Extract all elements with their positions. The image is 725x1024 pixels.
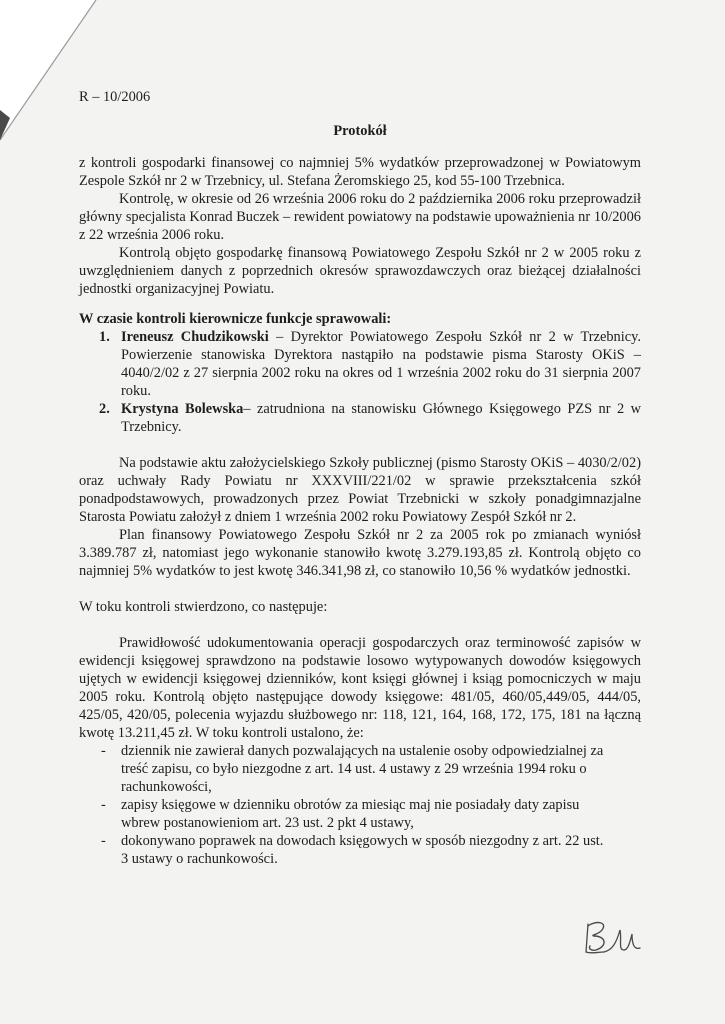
dash-bullet: - (101, 743, 106, 759)
findings-heading: W toku kontroli stwierdzono, co następuje: (79, 599, 328, 615)
management-item-description: – Dyrektor Powiatowego Zespołu Szkół nr 2 w Trzebnicy. Powierzenie stanowiska Dyrektora nastąpiło na podstawie pisma Starosty OKiS – 4040/2/02 z 27 sierpnia 2002 roku na okres od 1 września 2002 roku do 31 sierpnia 2007 roku. (121, 329, 641, 399)
management-item (79, 400, 641, 436)
finding-text: zapisy księgowe w dzienniku obrotów za miesiąc maj nie posiadały daty zapisu wbrew postanowieniom art. 23 ust. 2 pkt 4 ustawy, (121, 797, 580, 831)
finding-text: dokonywano poprawek na dowodach księgowych w sposób niezgodny z art. 22 ust. 3 ustawy o rachunkowości. (121, 833, 604, 867)
management-item-number: 1. (99, 329, 110, 345)
intro-paragraph: Kontrolę, w okresie od 26 września 2006 roku do 2 października 2006 roku przeprowadził główny specjalista Konrad Buczek – rewident powiatowy na podstawie upoważnienia nr 10/2006 z 22 września 2006 roku. (79, 191, 641, 243)
intro-paragraph: Kontrolą objęto gospodarkę finansową Powiatowego Zespołu Szkół nr 2 w 2005 roku z uwzględnieniem danych z poprzednich okresów sprawozdawczych oraz bieżącej działalności jednostki organizacyjnej Powiatu. (79, 245, 641, 297)
management-item-number: 2. (99, 401, 110, 417)
findings-list (79, 742, 609, 868)
spacer (79, 616, 641, 634)
spacer (79, 580, 641, 598)
basis-paragraph: Plan finansowy Powiatowego Zespołu Szkół nr 2 za 2005 rok po zmianach wyniósł 3.389.787 zł, natomiast jego wykonanie stanowiło kwotę 3.279.193,85 zł. Kontrolą objęto co najmniej 5% wydatków to jest kwotę 346.341,98 zł, co stanowiło 10,56 % wydatków jednostki. (79, 527, 641, 579)
document-body (79, 88, 641, 868)
handwritten-signature (582, 916, 652, 960)
management-item-name: Ireneusz Chudzikowski (121, 329, 269, 345)
document-reference: R – 10/2006 (79, 89, 151, 105)
spacer (79, 436, 641, 454)
document-title: Protokół (333, 123, 387, 139)
management-item-name: Krystyna Bolewska (121, 401, 244, 417)
basis-paragraph: Na podstawie aktu założycielskiego Szkoły publicznej (pismo Starosty OKiS – 4030/2/02) oraz uchwały Rady Powiatu nr XXXVIII/221/02 w sprawie przekształcenia szkół ponadpodstawowych, prowadzonych przez Powiat Trzebnicki w szkoły ponadgimnazjalne Starosta Powiatu założył z dniem 1 września 2002 roku Powiatowy Zespół Szkół nr 2. (79, 455, 641, 525)
management-heading: W czasie kontroli kierownicze funkcje sprawowali: (79, 311, 392, 327)
finding-item (79, 742, 609, 796)
management-item-description: – zatrudniona na stanowisku Głównego Księgowego PZS nr 2 w Trzebnicy. (121, 401, 642, 435)
finding-item (79, 796, 609, 832)
finding-text: dziennik nie zawierał danych pozwalających na ustalenie osoby odpowiedzialnej za treść zapisu, co było niezgodne z art. 14 ust. 4 ustawy z 29 września 1994 roku o rachunkowości, (121, 743, 604, 795)
intro-paragraph: z kontroli gospodarki finansowej co najmniej 5% wydatków przeprowadzonej w Powiatowym Zespole Szkół nr 2 w Trzebnicy, ul. Stefana Żeromskiego 25, kod 55-100 Trzebnica. (79, 155, 641, 189)
dash-bullet: - (101, 833, 106, 849)
management-list (79, 328, 641, 436)
findings-paragraph: Prawidłowość udokumentowania operacji gospodarczych oraz terminowość zapisów w ewidencji księgowej sprawdzono na podstawie losowo wytypowanych dowodów księgowych ujętych w ewidencji księgowej dzienników, kont księgi głównej i ksiąg pomocniczych w maju 2005 roku. Kontrolą objęto następujące dowody księgowe: 481/05, 460/05,449/05, 444/05, 425/05, 420/05, polecenia wyjazdu służbowego nr: 118, 121, 164, 168, 172, 175, 181 na łączną kwotę 13.211,45 zł. W toku kontroli ustalono, że: (79, 635, 641, 741)
management-item (79, 328, 641, 400)
finding-item (79, 832, 609, 868)
dash-bullet: - (101, 797, 106, 813)
